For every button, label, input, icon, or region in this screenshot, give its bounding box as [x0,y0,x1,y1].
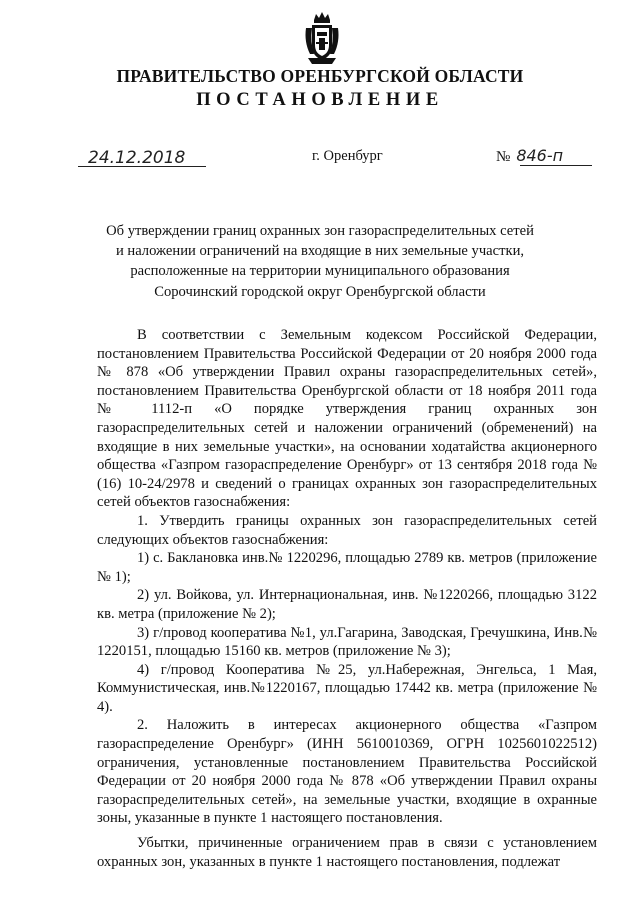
clause-2: 2. Наложить в интересах акционерного общества «Газпром газораспределение Оренбург» (ИНН 5610010369, ОГРН 1025601022512) ограничения, установленные постановлением Правительства Российской Федерации от 20 ноября 2000 года № 878 «Об утверждении Правил охраны газораспределительных сетей», на земельные участки, входящие в охранные зоны, указанные в пункте 1 настоящего постановления. [97,717,597,827]
date-underline [78,166,206,167]
subclause-1: 1) с. Баклановка инв.№ 1220296, площадью 2789 кв. метров (приложение № 1); [97,550,597,585]
title-line: расположенные на территории муниципального образования [130,263,510,280]
document-number [496,146,563,166]
clause-1: 1. Утвердить границы охранных зон газораспределительных сетей следующих объектов газоснабжения: [97,512,597,548]
title-line: Сорочинский городской округ Оренбургской области [154,283,486,300]
document-title [80,221,560,302]
title-line: и наложении ограничений на входящие в них земельные участки, [115,243,525,260]
coat-of-arms-icon [302,10,342,66]
subclause-4: 4) г/провод Кооператива №25, ул.Набережная, Энгельса, 1 Мая, Коммунистическая, инв.№1220167, площадью 17442 кв. метра (приложение № 4). [97,661,597,715]
number-prefix: № [496,149,511,165]
preamble-paragraph: В соответствии с Земельным кодексом Российской Федерации, постановлением Правительства Российской Федерации от 20 ноября 2000 года № 878 «Об утверждении Правил охраны газораспределительных сетей», постановлением Правительства Оренбургской области от 18 ноября 2011 года № 1112-п «О порядке утверждения границ охранных зон газораспределительных сетей и наложении ограничений (обременений) на входящие в них земельные участки», на основании ходатайства акционерного общества «Газпром газораспределение Оренбург» от 13 сентября 2018 года № (16) 10-24/2978 и сведений о границах охранных зон газораспределительных сетей объектов газоснабжения: [97,327,597,511]
subclause-3: 3) г/провод кооператива №1, ул.Гагарина, Заводская, Гречушкина, Инв.№ 1220151, площадью 15160 кв. метров (приложение № 3); [97,624,597,660]
document-date [88,148,185,168]
subclause-2: 2) ул. Войкова, ул. Интернациональная, инв. №1220266, площадью 3122 кв. метра (приложение № 2); [97,587,597,622]
document-city: г. Оренбург [312,148,383,164]
date-value: 24.12.2018 [88,148,186,168]
title-line: Об утверждении границ охранных зон газораспределительных сетей [106,223,534,239]
document-body [97,326,597,871]
number-value: 846-п [516,146,564,165]
losses-paragraph: Убытки, причиненные ограничением прав в связи с установлением охранных зон, указанных в пункте 1 настоящего постановления, подлежат [97,835,597,870]
document-type: ПОСТАНОВЛЕНИЕ [196,90,444,110]
number-underline [520,165,592,166]
government-name: ПРАВИТЕЛЬСТВО ОРЕНБУРГСКОЙ ОБЛАСТИ [116,66,524,86]
